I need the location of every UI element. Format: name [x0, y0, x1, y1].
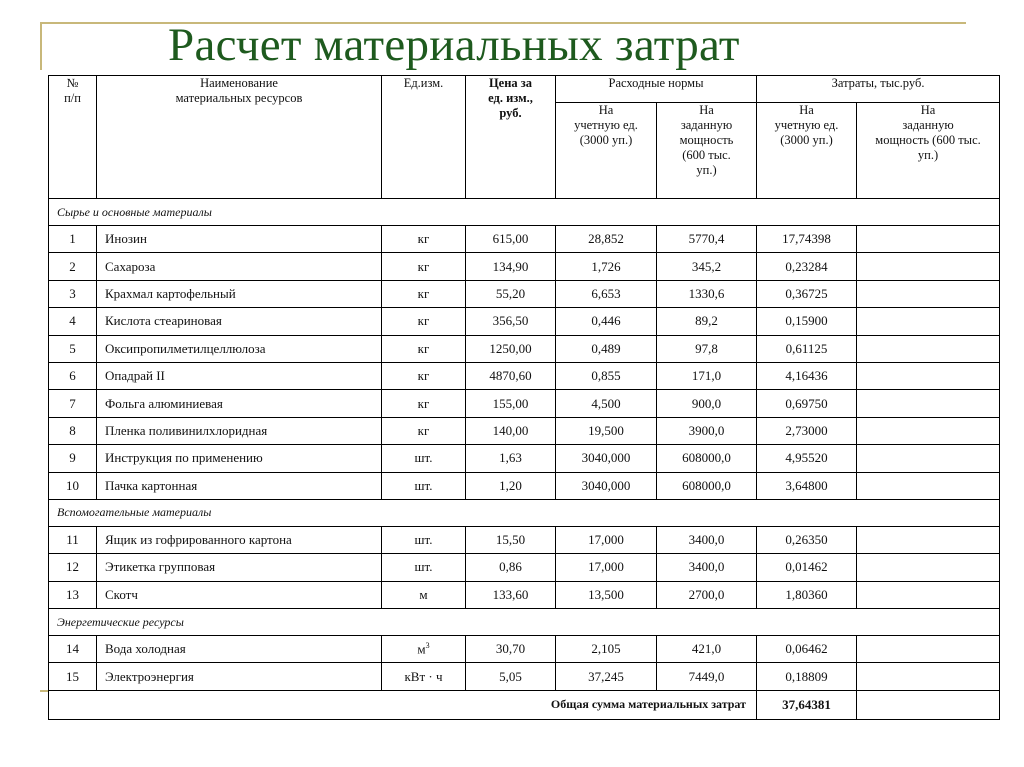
- header-line: заданную: [680, 118, 733, 132]
- unit-price: 30,70: [466, 636, 556, 663]
- cost-per-capacity: [857, 362, 1000, 389]
- cost-per-unit: 2,73000: [757, 417, 857, 444]
- norm-per-unit: 37,245: [556, 663, 657, 690]
- row-number: 1: [49, 226, 97, 253]
- norm-per-capacity: 345,2: [657, 253, 757, 280]
- cost-per-unit: 0,69750: [757, 390, 857, 417]
- row-number: 10: [49, 472, 97, 499]
- material-name: Фольга алюминиевая: [97, 390, 382, 417]
- unit-of-measure: [382, 636, 466, 663]
- norm-per-capacity: 5770,4: [657, 226, 757, 253]
- norm-per-unit: 4,500: [556, 390, 657, 417]
- table-row: [49, 335, 1000, 362]
- header-price-line: ед. изм.,: [488, 91, 533, 105]
- table-row: [49, 445, 1000, 472]
- header-line: учетную ед.: [574, 118, 638, 132]
- norm-per-capacity: 608000,0: [657, 472, 757, 499]
- cost-per-capacity: [857, 280, 1000, 307]
- table-row: [49, 280, 1000, 307]
- norm-per-unit: 19,500: [556, 417, 657, 444]
- row-number: 13: [49, 581, 97, 608]
- material-name: Кислота стеариновая: [97, 308, 382, 335]
- norm-per-capacity: 97,8: [657, 335, 757, 362]
- material-name: Ящик из гофрированного картона: [97, 526, 382, 553]
- cost-per-capacity: [857, 581, 1000, 608]
- material-name: Инструкция по применению: [97, 445, 382, 472]
- table-row: [49, 390, 1000, 417]
- unit-superscript: 3: [425, 641, 430, 651]
- table-row: [49, 362, 1000, 389]
- row-number: 14: [49, 636, 97, 663]
- total-label: Общая сумма материальных затрат: [49, 690, 757, 719]
- row-number: 5: [49, 335, 97, 362]
- header-line: (3000 уп.): [579, 133, 633, 147]
- material-name: Опадрай II: [97, 362, 382, 389]
- cost-per-capacity: [857, 472, 1000, 499]
- page-title: Расчет материальных затрат: [168, 19, 740, 71]
- unit-price: 1,20: [466, 472, 556, 499]
- unit-price: 134,90: [466, 253, 556, 280]
- header-row-main: [49, 76, 1000, 103]
- unit-of-measure: шт.: [382, 445, 466, 472]
- norm-per-capacity: 7449,0: [657, 663, 757, 690]
- unit-price: 15,50: [466, 526, 556, 553]
- unit-price: 155,00: [466, 390, 556, 417]
- table-body: [49, 199, 1000, 691]
- header-line: (3000 уп.): [780, 133, 833, 147]
- unit-of-measure: кг: [382, 280, 466, 307]
- header-cost-unit: [757, 103, 857, 199]
- cost-per-unit: 4,16436: [757, 362, 857, 389]
- header-line: уп.): [917, 148, 939, 162]
- row-number: 8: [49, 417, 97, 444]
- header-price: [466, 76, 556, 199]
- row-number: 6: [49, 362, 97, 389]
- unit-price: 5,05: [466, 663, 556, 690]
- section-title: Энергетические ресурсы: [49, 609, 1000, 636]
- material-name: Скотч: [97, 581, 382, 608]
- cost-per-unit: 0,06462: [757, 636, 857, 663]
- table-row: [49, 472, 1000, 499]
- header-costs: Затраты, тыс.руб.: [757, 76, 1000, 103]
- unit-price: 55,20: [466, 280, 556, 307]
- norm-per-unit: 3040,000: [556, 445, 657, 472]
- header-num: [49, 76, 97, 199]
- norm-per-capacity: 89,2: [657, 308, 757, 335]
- norm-per-unit: 6,653: [556, 280, 657, 307]
- row-number: 3: [49, 280, 97, 307]
- unit-of-measure: кг: [382, 417, 466, 444]
- cost-per-unit: 0,15900: [757, 308, 857, 335]
- unit-of-measure: кВт · ч: [382, 663, 466, 690]
- header-norm-unit: [556, 103, 657, 199]
- header-unit: Ед.изм.: [382, 76, 466, 199]
- cost-per-unit: 0,01462: [757, 554, 857, 581]
- material-name: Инозин: [97, 226, 382, 253]
- unit-of-measure: шт.: [382, 526, 466, 553]
- row-number: 7: [49, 390, 97, 417]
- cost-per-capacity: [857, 226, 1000, 253]
- material-name: Пленка поливинилхлоридная: [97, 417, 382, 444]
- material-name: Крахмал картофельный: [97, 280, 382, 307]
- norm-per-unit: 0,489: [556, 335, 657, 362]
- row-number: 4: [49, 308, 97, 335]
- cost-per-unit: 0,26350: [757, 526, 857, 553]
- cost-per-capacity: [857, 417, 1000, 444]
- cost-per-capacity: [857, 636, 1000, 663]
- section-row: [49, 199, 1000, 226]
- unit-of-measure: шт.: [382, 472, 466, 499]
- table-row: [49, 581, 1000, 608]
- header-line: (600 тыс.: [682, 148, 731, 162]
- norm-per-capacity: 2700,0: [657, 581, 757, 608]
- norm-per-capacity: 900,0: [657, 390, 757, 417]
- header-norms: Расходные нормы: [556, 76, 757, 103]
- row-number: 11: [49, 526, 97, 553]
- header-line: На: [799, 103, 814, 117]
- norm-per-unit: 17,000: [556, 554, 657, 581]
- norm-per-unit: 13,500: [556, 581, 657, 608]
- cost-per-capacity: [857, 663, 1000, 690]
- unit-of-measure: кг: [382, 390, 466, 417]
- table-row: [49, 636, 1000, 663]
- unit-of-measure: м: [382, 581, 466, 608]
- norm-per-capacity: 3400,0: [657, 526, 757, 553]
- table-row: [49, 253, 1000, 280]
- material-name: Этикетка групповая: [97, 554, 382, 581]
- header-cost-capacity: [857, 103, 1000, 199]
- unit-price: 615,00: [466, 226, 556, 253]
- table-row: [49, 226, 1000, 253]
- header-norm-capacity: [657, 103, 757, 199]
- unit-of-measure: кг: [382, 308, 466, 335]
- unit-price: 133,60: [466, 581, 556, 608]
- total-empty-cell: [857, 690, 1000, 719]
- table-row: [49, 554, 1000, 581]
- norm-per-unit: 28,852: [556, 226, 657, 253]
- unit-price: 4870,60: [466, 362, 556, 389]
- header-name-line: материальных ресурсов: [175, 91, 303, 105]
- decor-line-left: [40, 22, 42, 70]
- material-name: Вода холодная: [97, 636, 382, 663]
- cost-per-unit: 0,23284: [757, 253, 857, 280]
- cost-per-capacity: [857, 335, 1000, 362]
- unit-of-measure: кг: [382, 226, 466, 253]
- norm-per-unit: 3040,000: [556, 472, 657, 499]
- materials-table: [48, 75, 1000, 720]
- norm-per-capacity: 3400,0: [657, 554, 757, 581]
- cost-per-unit: 17,74398: [757, 226, 857, 253]
- norm-per-unit: 1,726: [556, 253, 657, 280]
- section-title: Сырье и основные материалы: [49, 199, 1000, 226]
- section-row: [49, 499, 1000, 526]
- table-row: [49, 417, 1000, 444]
- unit-of-measure: кг: [382, 362, 466, 389]
- row-number: 15: [49, 663, 97, 690]
- total-row: [49, 690, 1000, 719]
- section-title: Вспомогательные материалы: [49, 499, 1000, 526]
- cost-per-capacity: [857, 554, 1000, 581]
- header-line: учетную ед.: [774, 118, 839, 132]
- header-num-line: п/п: [64, 91, 81, 105]
- header-name: [97, 76, 382, 199]
- unit-of-measure: кг: [382, 253, 466, 280]
- row-number: 2: [49, 253, 97, 280]
- material-name: Пачка картонная: [97, 472, 382, 499]
- cost-per-capacity: [857, 308, 1000, 335]
- cost-per-unit: 0,36725: [757, 280, 857, 307]
- cost-per-capacity: [857, 526, 1000, 553]
- row-number: 12: [49, 554, 97, 581]
- header-line: На: [699, 103, 714, 117]
- header-price-line: Цена за: [488, 76, 533, 90]
- norm-per-capacity: 1330,6: [657, 280, 757, 307]
- unit-price: 356,50: [466, 308, 556, 335]
- cost-per-unit: 3,64800: [757, 472, 857, 499]
- header-line: заданную: [902, 118, 954, 132]
- norm-per-capacity: 171,0: [657, 362, 757, 389]
- table-row: [49, 526, 1000, 553]
- norm-per-unit: 0,446: [556, 308, 657, 335]
- header-line: На: [598, 103, 614, 117]
- unit-price: 1,63: [466, 445, 556, 472]
- header-line: уп.): [696, 163, 717, 177]
- unit-of-measure: кг: [382, 335, 466, 362]
- table-row: [49, 308, 1000, 335]
- cost-per-unit: 1,80360: [757, 581, 857, 608]
- norm-per-unit: 2,105: [556, 636, 657, 663]
- header-line: На: [920, 103, 936, 117]
- row-number: 9: [49, 445, 97, 472]
- material-name: Сахароза: [97, 253, 382, 280]
- norm-per-unit: 0,855: [556, 362, 657, 389]
- section-row: [49, 609, 1000, 636]
- header-name-line: Наименование: [200, 76, 278, 90]
- norm-per-capacity: 608000,0: [657, 445, 757, 472]
- cost-per-capacity: [857, 445, 1000, 472]
- unit-of-measure: шт.: [382, 554, 466, 581]
- cost-per-capacity: [857, 253, 1000, 280]
- header-line: мощность: [679, 133, 734, 147]
- unit-price: 1250,00: [466, 335, 556, 362]
- total-value: 37,64381: [757, 690, 857, 719]
- header-num-line: №: [66, 76, 79, 90]
- cost-per-unit: 0,18809: [757, 663, 857, 690]
- table-row: [49, 663, 1000, 690]
- material-name: Электроэнергия: [97, 663, 382, 690]
- unit-price: 0,86: [466, 554, 556, 581]
- norm-per-capacity: 3900,0: [657, 417, 757, 444]
- unit-price: 140,00: [466, 417, 556, 444]
- norm-per-unit: 17,000: [556, 526, 657, 553]
- norm-per-capacity: 421,0: [657, 636, 757, 663]
- header-price-line: руб.: [499, 106, 522, 120]
- header-line: мощность (600 тыс.: [875, 133, 981, 147]
- cost-per-capacity: [857, 390, 1000, 417]
- material-name: Оксипропилметилцеллюлоза: [97, 335, 382, 362]
- unit-text: м: [417, 641, 426, 657]
- cost-per-unit: 0,61125: [757, 335, 857, 362]
- cost-per-unit: 4,95520: [757, 445, 857, 472]
